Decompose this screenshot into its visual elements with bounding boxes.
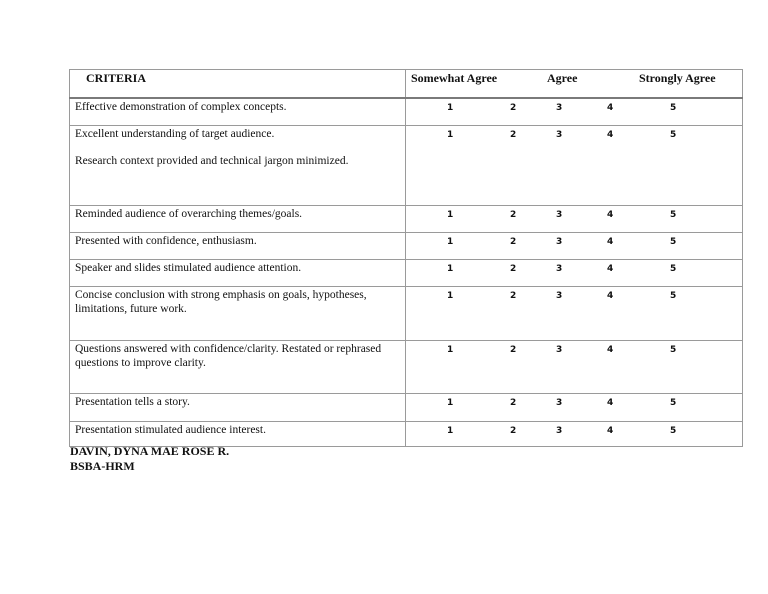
rating-1[interactable]: 1	[447, 397, 454, 408]
rating-4[interactable]: 4	[607, 290, 614, 301]
rating-4[interactable]: 4	[607, 425, 614, 436]
table-row	[70, 421, 743, 446]
criteria-text: Reminded audience of overarching themes/goals.	[75, 207, 303, 220]
criteria-text: Concise conclusion with strong emphasis on goals, hypotheses, limitations, future work.	[75, 288, 367, 315]
criteria-text: Presented with confidence, enthusiasm.	[75, 234, 257, 247]
rating-1[interactable]: 1	[447, 425, 454, 436]
rating-cell	[406, 259, 743, 286]
rating-1[interactable]: 1	[447, 344, 454, 355]
rating-4[interactable]: 4	[607, 397, 614, 408]
criteria-text: Presentation stimulated audience interest.	[75, 423, 266, 436]
table-header-row	[70, 70, 743, 99]
table-row	[70, 340, 743, 393]
rating-5[interactable]: 5	[670, 290, 677, 301]
criteria-cell	[70, 205, 406, 232]
header-criteria: CRITERIA	[70, 70, 406, 99]
rating-5[interactable]: 5	[670, 103, 677, 113]
header-somewhat-agree: Somewhat Agree	[411, 71, 498, 85]
rating-4[interactable]: 4	[607, 129, 614, 140]
rating-3[interactable]: 3	[556, 103, 563, 113]
criteria-text: Effective demonstration of complex concepts.	[75, 101, 287, 113]
table-row	[70, 125, 743, 205]
rating-3[interactable]: 3	[556, 209, 563, 220]
rating-cell	[406, 340, 743, 393]
rating-2[interactable]: 2	[510, 344, 517, 355]
student-program: BSBA-HRM	[70, 459, 135, 473]
rating-cell	[406, 205, 743, 232]
criteria-text: Speaker and slides stimulated audience attention.	[75, 261, 302, 274]
rating-1[interactable]: 1	[447, 290, 454, 301]
rating-5[interactable]: 5	[670, 209, 677, 220]
rating-3[interactable]: 3	[556, 263, 563, 274]
rating-5[interactable]: 5	[670, 236, 677, 247]
header-scale	[406, 70, 743, 99]
rating-2[interactable]: 2	[510, 236, 517, 247]
rating-2[interactable]: 2	[510, 209, 517, 220]
rating-4[interactable]: 4	[607, 209, 614, 220]
criteria-cell	[70, 421, 406, 446]
rating-2[interactable]: 2	[510, 103, 517, 113]
criteria-cell	[70, 125, 406, 205]
header-agree: Agree	[547, 71, 578, 85]
rating-5[interactable]: 5	[670, 397, 677, 408]
rating-2[interactable]: 2	[510, 425, 517, 436]
rating-2[interactable]: 2	[510, 129, 517, 140]
table-row	[70, 232, 743, 259]
rating-1[interactable]: 1	[447, 129, 454, 140]
criteria-cell	[70, 98, 406, 125]
table-row	[70, 259, 743, 286]
criteria-cell	[70, 393, 406, 421]
rating-cell	[406, 98, 743, 125]
criteria-text: Research context provided and technical jargon minimized.	[75, 154, 349, 167]
rating-4[interactable]: 4	[607, 103, 614, 113]
rating-4[interactable]: 4	[607, 263, 614, 274]
rating-4[interactable]: 4	[607, 344, 614, 355]
rating-3[interactable]: 3	[556, 129, 563, 140]
evaluation-table	[69, 69, 743, 447]
rating-2[interactable]: 2	[510, 263, 517, 274]
rating-cell	[406, 232, 743, 259]
rating-cell	[406, 125, 743, 205]
table-row	[70, 98, 743, 125]
rating-5[interactable]: 5	[670, 344, 677, 355]
header-strongly-agree: Strongly Agree	[639, 71, 716, 85]
rating-3[interactable]: 3	[556, 290, 563, 301]
rating-5[interactable]: 5	[670, 129, 677, 140]
rating-2[interactable]: 2	[510, 290, 517, 301]
rating-1[interactable]: 1	[447, 263, 454, 274]
student-name: DAVIN, DYNA MAE ROSE R.	[70, 444, 230, 458]
rating-5[interactable]: 5	[670, 425, 677, 436]
rating-3[interactable]: 3	[556, 236, 563, 247]
criteria-cell	[70, 286, 406, 340]
rating-cell	[406, 421, 743, 446]
rating-cell	[406, 286, 743, 340]
criteria-cell	[70, 340, 406, 393]
criteria-cell	[70, 232, 406, 259]
table-row	[70, 286, 743, 340]
rating-1[interactable]: 1	[447, 236, 454, 247]
rating-3[interactable]: 3	[556, 397, 563, 408]
rating-4[interactable]: 4	[607, 236, 614, 247]
criteria-cell	[70, 259, 406, 286]
criteria-text: Excellent understanding of target audience.	[75, 127, 275, 140]
table-row	[70, 205, 743, 232]
rating-3[interactable]: 3	[556, 425, 563, 436]
rating-cell	[406, 393, 743, 421]
rating-1[interactable]: 1	[447, 103, 454, 113]
table-body	[70, 98, 743, 446]
table-row	[70, 393, 743, 421]
rating-3[interactable]: 3	[556, 344, 563, 355]
criteria-text: Questions answered with confidence/clarity. Restated or rephrased questions to improve clarity.	[75, 342, 382, 369]
rating-1[interactable]: 1	[447, 209, 454, 220]
rating-2[interactable]: 2	[510, 397, 517, 408]
rating-5[interactable]: 5	[670, 263, 677, 274]
criteria-text: Presentation tells a story.	[75, 395, 190, 408]
